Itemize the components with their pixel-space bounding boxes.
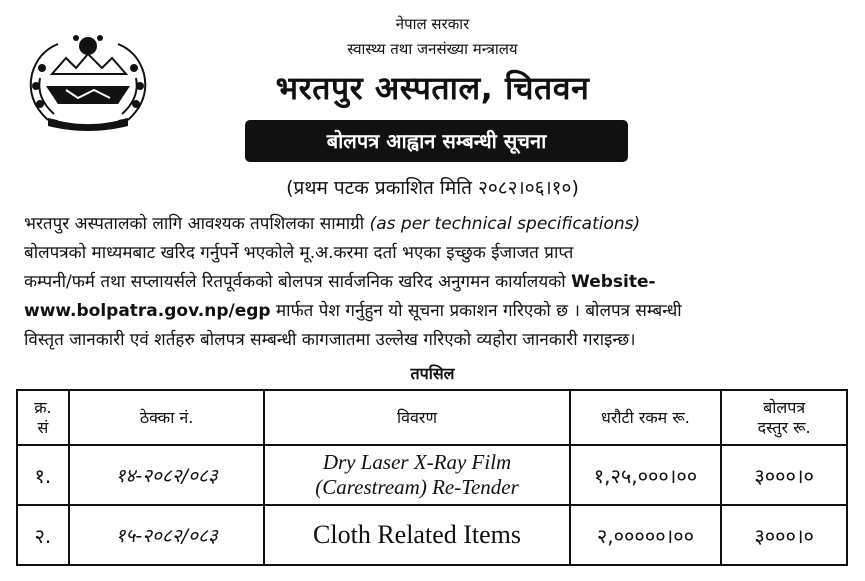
- row-contract-no: १५-२०८२/०८३: [69, 505, 265, 565]
- row-bid-security: २,०००००।००: [570, 505, 722, 565]
- hospital-name: भरतपुर अस्पताल, चितवन: [275, 69, 590, 107]
- table-heading: तपसिल: [410, 364, 455, 383]
- header-contract-no: ठेक्का नं.: [69, 390, 265, 445]
- header-bid-fee: [721, 390, 847, 445]
- table-row: [17, 445, 847, 505]
- body-line-1: [24, 216, 640, 233]
- technical-spec-note: (as per technical specifications): [369, 214, 641, 234]
- website-label: Website-: [571, 272, 656, 292]
- header-serial-no-line-1: क्र.: [34, 397, 52, 417]
- body-line-4-text: मार्फत पेश गर्नुहुन यो सूचना प्रकाशन गरिएको छ । बोलपत्र सम्बन्धी: [270, 301, 682, 321]
- body-line-2: बोलपत्रको माध्यमबाट खरिद गर्नुपर्ने भएकोले मू.अ.करमा दर्ता भएका इच्छुक ईजाजत प्राप्त: [24, 243, 574, 263]
- row-serial-no: २.: [17, 505, 69, 565]
- header-bid-fee-line-1: बोलपत्र: [763, 397, 806, 417]
- row-description: Cloth Related Items: [264, 505, 569, 565]
- body-line-3: [24, 274, 656, 291]
- ministry-name: स्वास्थ्य तथा जनसंख्या मन्त्रालय: [347, 40, 518, 58]
- row-description: [264, 445, 569, 505]
- website-link[interactable]: www.bolpatra.gov.np/egp: [24, 301, 271, 321]
- header-serial-no-line-2: सं: [37, 417, 49, 437]
- row-description-line-2: (Carestream) Re-Tender: [315, 475, 519, 499]
- header-bid-security: धरौटी रकम रू.: [570, 390, 722, 445]
- row-contract-no: १४-२०८२/०८३: [69, 445, 265, 505]
- notice-title-banner: [245, 120, 628, 162]
- notice-title: बोलपत्र आह्वान सम्बन्धी सूचना: [326, 129, 547, 153]
- header-bid-fee-line-2: दस्तुर रू.: [757, 417, 811, 437]
- row-bid-fee: ३०००।०: [721, 445, 847, 505]
- table-row: [17, 505, 847, 565]
- row-bid-security: १,२५,०००।००: [570, 445, 722, 505]
- body-line-3-text: कम्पनी/फर्म तथा सप्लायर्सले रितपूर्वकको बोलपत्र सार्वजनिक खरिद अनुगमन कार्यालयको: [24, 272, 572, 292]
- tender-table: [16, 389, 848, 566]
- row-serial-no: १.: [17, 445, 69, 505]
- row-bid-fee: ३०००।०: [721, 505, 847, 565]
- header-serial-no: [17, 390, 69, 445]
- body-line-4: [24, 303, 682, 320]
- body-line-1-text: भरतपुर अस्पतालको लागि आवश्यक तपशिलका सामाग्री: [24, 214, 370, 234]
- government-name: नेपाल सरकार: [395, 15, 470, 33]
- header-description: विवरण: [264, 390, 569, 445]
- table-header-row: [17, 390, 847, 445]
- body-line-5: विस्तृत जानकारी एवं शर्तहरु बोलपत्र सम्बन्धी कागजातमा उल्लेख गरिएको व्यहोरा जानकारी गराइन्छ।: [24, 330, 636, 350]
- row-description-line-1: Dry Laser X-Ray Film: [322, 449, 512, 474]
- publication-date: (प्रथम पटक प्रकाशित मिति २०८२।०६।१०): [286, 177, 579, 199]
